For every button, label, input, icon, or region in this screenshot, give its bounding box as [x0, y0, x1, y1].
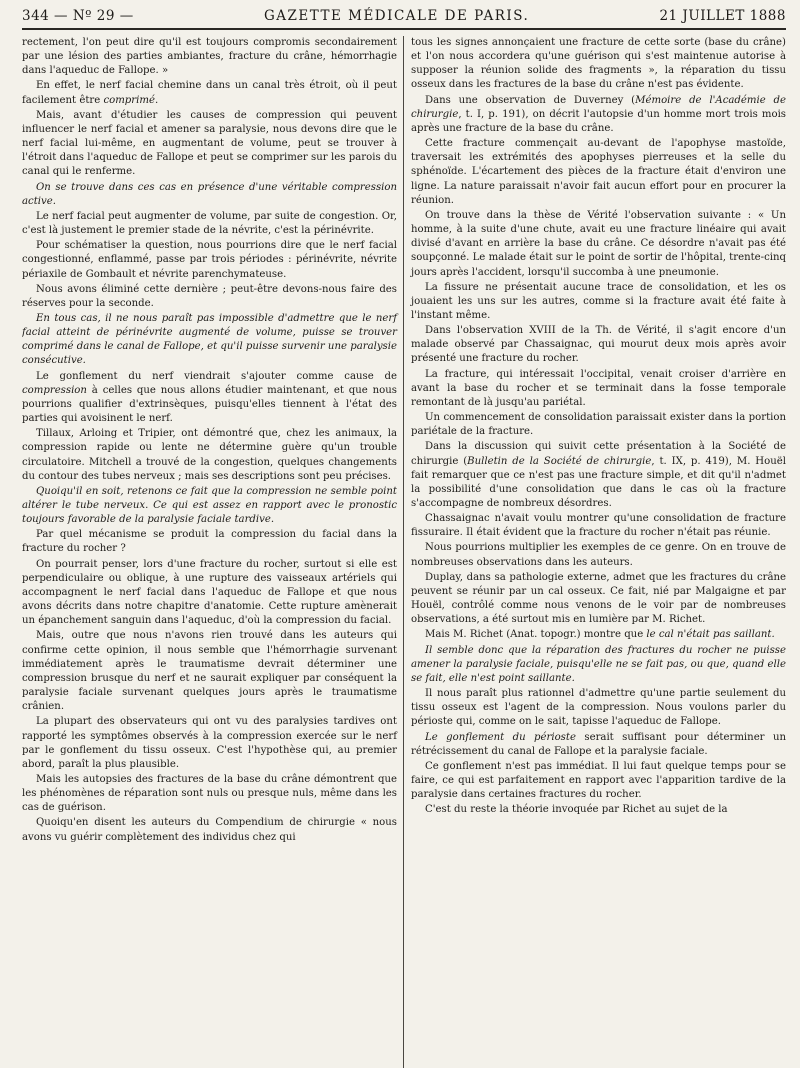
italic-text: Il semble donc que la réparation des fractures du rocher ne puisse amener la paralysie faciale, puisqu'elle ne se fait pas, ou que, quand elle se fait, elle n'est point saillante.	[411, 644, 786, 684]
paragraph	[22, 312, 397, 369]
text-run: Il nous paraît plus rationnel d'admettre qu'une partie seulement du tissu osseux est l'agent de la compression. Nous voulons parler du périoste qui, comme on le sait, tapisse l'aqueduc de Fallope.	[411, 688, 786, 728]
text-run: Dans une observation de Duverney (	[425, 94, 636, 106]
text-run: Mais les autopsies des fractures de la base du crâne démontrent que les phénomènes de réparation sont nuls ou presque nuls, même dans les cas de guérison.	[22, 773, 397, 814]
text-run: Pour schématiser la question, nous pourrions dire que le nerf facial congestionné, enflammé, passe par trois périodes : périnévrite, névrite périaxile de Gombault et névrite parenchymateuse.	[22, 240, 397, 280]
paragraph	[411, 36, 786, 93]
page-header	[22, 8, 786, 30]
italic-text: On se trouve dans ces cas en présence d'une véritable compression active.	[22, 181, 397, 207]
text-run: Ce gonflement n'est pas immédiat. Il lui faut quelque temps pour se faire, ce qui est parfaitement en rapport avec l'apparition tardive de la paralysie dans certaines fractures du rocher.	[411, 760, 786, 801]
text-run: à celles que nous allons étudier maintenant, et que nous pourrions qualifier d'extrinsèques, puisqu'elles tiennent à l'état des parties qui avoisinent le nerf.	[22, 384, 397, 425]
text-run: Dans la discussion qui suivit cette présentation à la Société de chirurgie (	[411, 441, 786, 467]
text-run: On trouve dans la thèse de Vérité l'observation suivante : « Un homme, à la suite d'une chute, avait eu une fracture linéaire qui avait divisé d'avant en arrière la base du crâne. Ce désordre n'avait pas été soupçonné. Le malade était sur le point de sortir de l'hôpital, trente-cinq jours après l'accident, lorsqu'il succomba à une pneumonie.	[411, 209, 786, 278]
italic-text: Quoiqu'il en soit, retenons ce fait que la compression ne semble point altérer le tube nerveux. Ce qui est assez en rapport avec le pronostic toujours favorable de la paralysie faciale tardive.	[22, 485, 397, 526]
text-run: La plupart des observateurs qui ont vu des paralysies tardives ont rapporté les symptômes observés à la compression exercée sur le nerf par le gonflement du tissu osseux. C'est l'hypothèse qui, au premier abord, paraît la plus plausible.	[22, 716, 397, 770]
issue-date: 21 JUILLET 1888	[659, 8, 786, 24]
paragraph	[411, 209, 786, 280]
left-column	[22, 36, 403, 1068]
text-run: Par quel mécanisme se produit la compression du facial dans la fracture du rocher ?	[22, 529, 397, 555]
paragraph	[411, 760, 786, 802]
italic-text: le cal n'était pas saillant.	[646, 629, 775, 641]
text-run: La fissure ne présentait aucune trace de consolidation, et les os jouaient les uns sur les autres, comme si la fracture avait été faite à l'instant même.	[411, 281, 786, 321]
text-run: Dans l'observation XVIII de la Th. de Vérité, il s'agit encore d'un malade observé par Chassaignac, qui mourut deux mois après avoir présenté une fracture du rocher.	[411, 325, 786, 365]
paragraph	[22, 715, 397, 772]
paragraph	[411, 644, 786, 686]
text-run: En effet, le nerf facial chemine dans un canal très étroit, où il peut facilement être	[22, 80, 397, 106]
text-run: Cette fracture commençait au-devant de l'apophyse mastoïde, traversait les extrémités des apophyses pierreuses et la selle du sphénoïde. L'écartement des pièces de la fracture était d'environ une ligne. La nature paraissait n'avoir fait aucun effort pour en procurer la réunion.	[411, 138, 786, 206]
text-run: Chassaignac n'avait voulu montrer qu'une consolidation de fracture fissuraire. Il était évident que la fracture du rocher n'était pas réunie.	[411, 513, 786, 539]
paragraph	[411, 368, 786, 410]
italic-text: Le gonflement du périoste	[425, 731, 576, 743]
italic-text: En tous cas, il ne nous paraît pas impossible d'admettre que le nerf facial atteint de périnévrite augmenté de volume, puisse se trouver comprimé dans le canal de Fallope, et qu'il puisse survenir une paralysie consécutive.	[22, 312, 397, 367]
text-run: tous les signes annonçaient une fracture de cette sorte (base du crâne) et l'on nous accordera qu'une guérison qui s'est maintenue autorise à supposer la réunion solide des fragments », la réparation du tissu osseux dans les fractures de la base du crâne n'est pas évidente.	[411, 37, 786, 91]
text-run: serait suffisant pour déterminer un rétrécissement du canal de Fallope et la paralysie faciale.	[411, 731, 786, 757]
paragraph	[22, 558, 397, 629]
italic-text: comprimé.	[103, 94, 159, 106]
text-run: Mais M. Richet (Anat. topogr.) montre que	[425, 629, 647, 641]
text-run: Tillaux, Arloing et Tripier, ont démontré que, chez les animaux, la compression rapide ou lente ne détermine guère qu'un trouble circulatoire. Mitchell a trouvé de la congestion, quelques changements du contour des tubes nerveux ; mais ses descriptions sont peu précises.	[22, 428, 397, 482]
right-column	[403, 36, 786, 1068]
text-run: Mais, avant d'étudier les causes de compression qui peuvent influencer le nerf facial et amener sa paralysie, nous devons dire que le nerf facial lui-même, en augmentant de volume, peut se trouver à l'étroit dans l'aqueduc de Fallope et peut se comprimer sur les parois du canal qui le renferme.	[22, 109, 397, 178]
text-run: On pourrait penser, lors d'une fracture du rocher, surtout si elle est perpendiculaire ou oblique, à une rupture des vaisseaux artériels qui accompagnent le nerf facial dans l'aqueduc de Fallope et que nous avons décrits dans notre chapitre d'anatomie. Cette rupture amènerait un épanchement sanguin dans l'aqueduc, d'où la compression du facial.	[22, 558, 397, 627]
paragraph	[22, 485, 397, 527]
text-run: Nous avons éliminé cette dernière ; peut-être devons-nous faire des réserves pour la seconde.	[22, 283, 397, 309]
paragraph	[22, 427, 397, 484]
text-run: , t. IX, p. 419), M. Houël fait remarquer que ce n'est pas une fracture simple, et dit qu'il n'admet la possibilité d'une consolidation que dans le cas où la fracture s'accompagne de nombreux désordres.	[411, 455, 786, 509]
paragraph	[22, 773, 397, 815]
paragraph	[22, 370, 397, 427]
page-number: 344 — Nº 29 —	[22, 8, 134, 24]
paragraph	[411, 628, 786, 642]
paragraph	[411, 281, 786, 323]
paragraph	[22, 181, 397, 209]
paragraph	[22, 528, 397, 556]
paragraph	[411, 137, 786, 208]
paragraph	[411, 687, 786, 729]
text-run: C'est du reste la théorie invoquée par Richet au sujet de la	[425, 804, 728, 816]
paragraph	[22, 239, 397, 281]
journal-title: GAZETTE MÉDICALE DE PARIS.	[263, 8, 530, 24]
paragraph	[22, 629, 397, 714]
paragraph	[411, 324, 786, 366]
text-run: Mais, outre que nous n'avons rien trouvé dans les auteurs qui confirme cette opinion, il nous semble que l'hémorrhagie survenant immédiatement après le traumatisme devrait déterminer une compression brusque du nerf et ne saurait expliquer par conséquent la paralysie faciale survenant quelques jours après le traumatisme crânien.	[22, 630, 397, 713]
text-run: , t. I, p. 191), on décrit l'autopsie d'un homme mort trois mois après une fracture de la base du crâne.	[411, 108, 786, 134]
paragraph	[22, 816, 397, 844]
text-run: Le nerf facial peut augmenter de volume, par suite de congestion. Or, c'est là justement le premier stade de la névrite, c'est la périnévrite.	[22, 210, 397, 237]
text-run: rectement, l'on peut dire qu'il est toujours compromis secondairement par une lésion des parties ambiantes, fracture du crâne, hémorrhagie dans l'aqueduc de Fallope. »	[22, 37, 397, 77]
text-run: Le gonflement du nerf viendrait s'ajouter comme cause de	[36, 370, 397, 382]
paragraph	[22, 79, 397, 107]
paragraph	[411, 440, 786, 511]
text-run: Duplay, dans sa pathologie externe, admet que les fractures du crâne peuvent se réunir par un cal osseux. Ce fait, nié par Malgaigne et par Houël, contrôlé comme nous venons de le voir par de nombreuses observations, a été surtout mis en lumière par M. Richet.	[411, 571, 786, 626]
italic-text: Mémoire de l'Académie de chirurgie	[411, 94, 786, 120]
paragraph	[411, 541, 786, 569]
text-run: Un commencement de consolidation paraissait exister dans la portion pariétale de la fracture.	[411, 412, 786, 438]
article-columns	[22, 36, 786, 1068]
paragraph	[411, 803, 786, 817]
paragraph	[22, 36, 397, 78]
paragraph	[411, 411, 786, 439]
paragraph	[411, 94, 786, 136]
paragraph	[411, 512, 786, 540]
paragraph	[22, 283, 397, 311]
paragraph	[411, 571, 786, 628]
italic-text: compression	[22, 384, 87, 396]
text-run: Nous pourrions multiplier les exemples de ce genre. On en trouve de nombreuses observations dans les auteurs.	[411, 542, 786, 568]
paragraph	[411, 731, 786, 759]
paragraph	[22, 210, 397, 238]
italic-text: Bulletin de la Société de chirurgie	[467, 455, 652, 467]
text-run: La fracture, qui intéressait l'occipital, venait croiser d'arrière en avant la base du rocher et se terminait dans la fosse temporale remontant de là jusqu'au pariétal.	[411, 368, 786, 408]
text-run: Quoiqu'en disent les auteurs du Compendium de chirurgie « nous avons vu guérir complètement des individus chez qui	[22, 817, 397, 843]
paragraph	[22, 109, 397, 180]
